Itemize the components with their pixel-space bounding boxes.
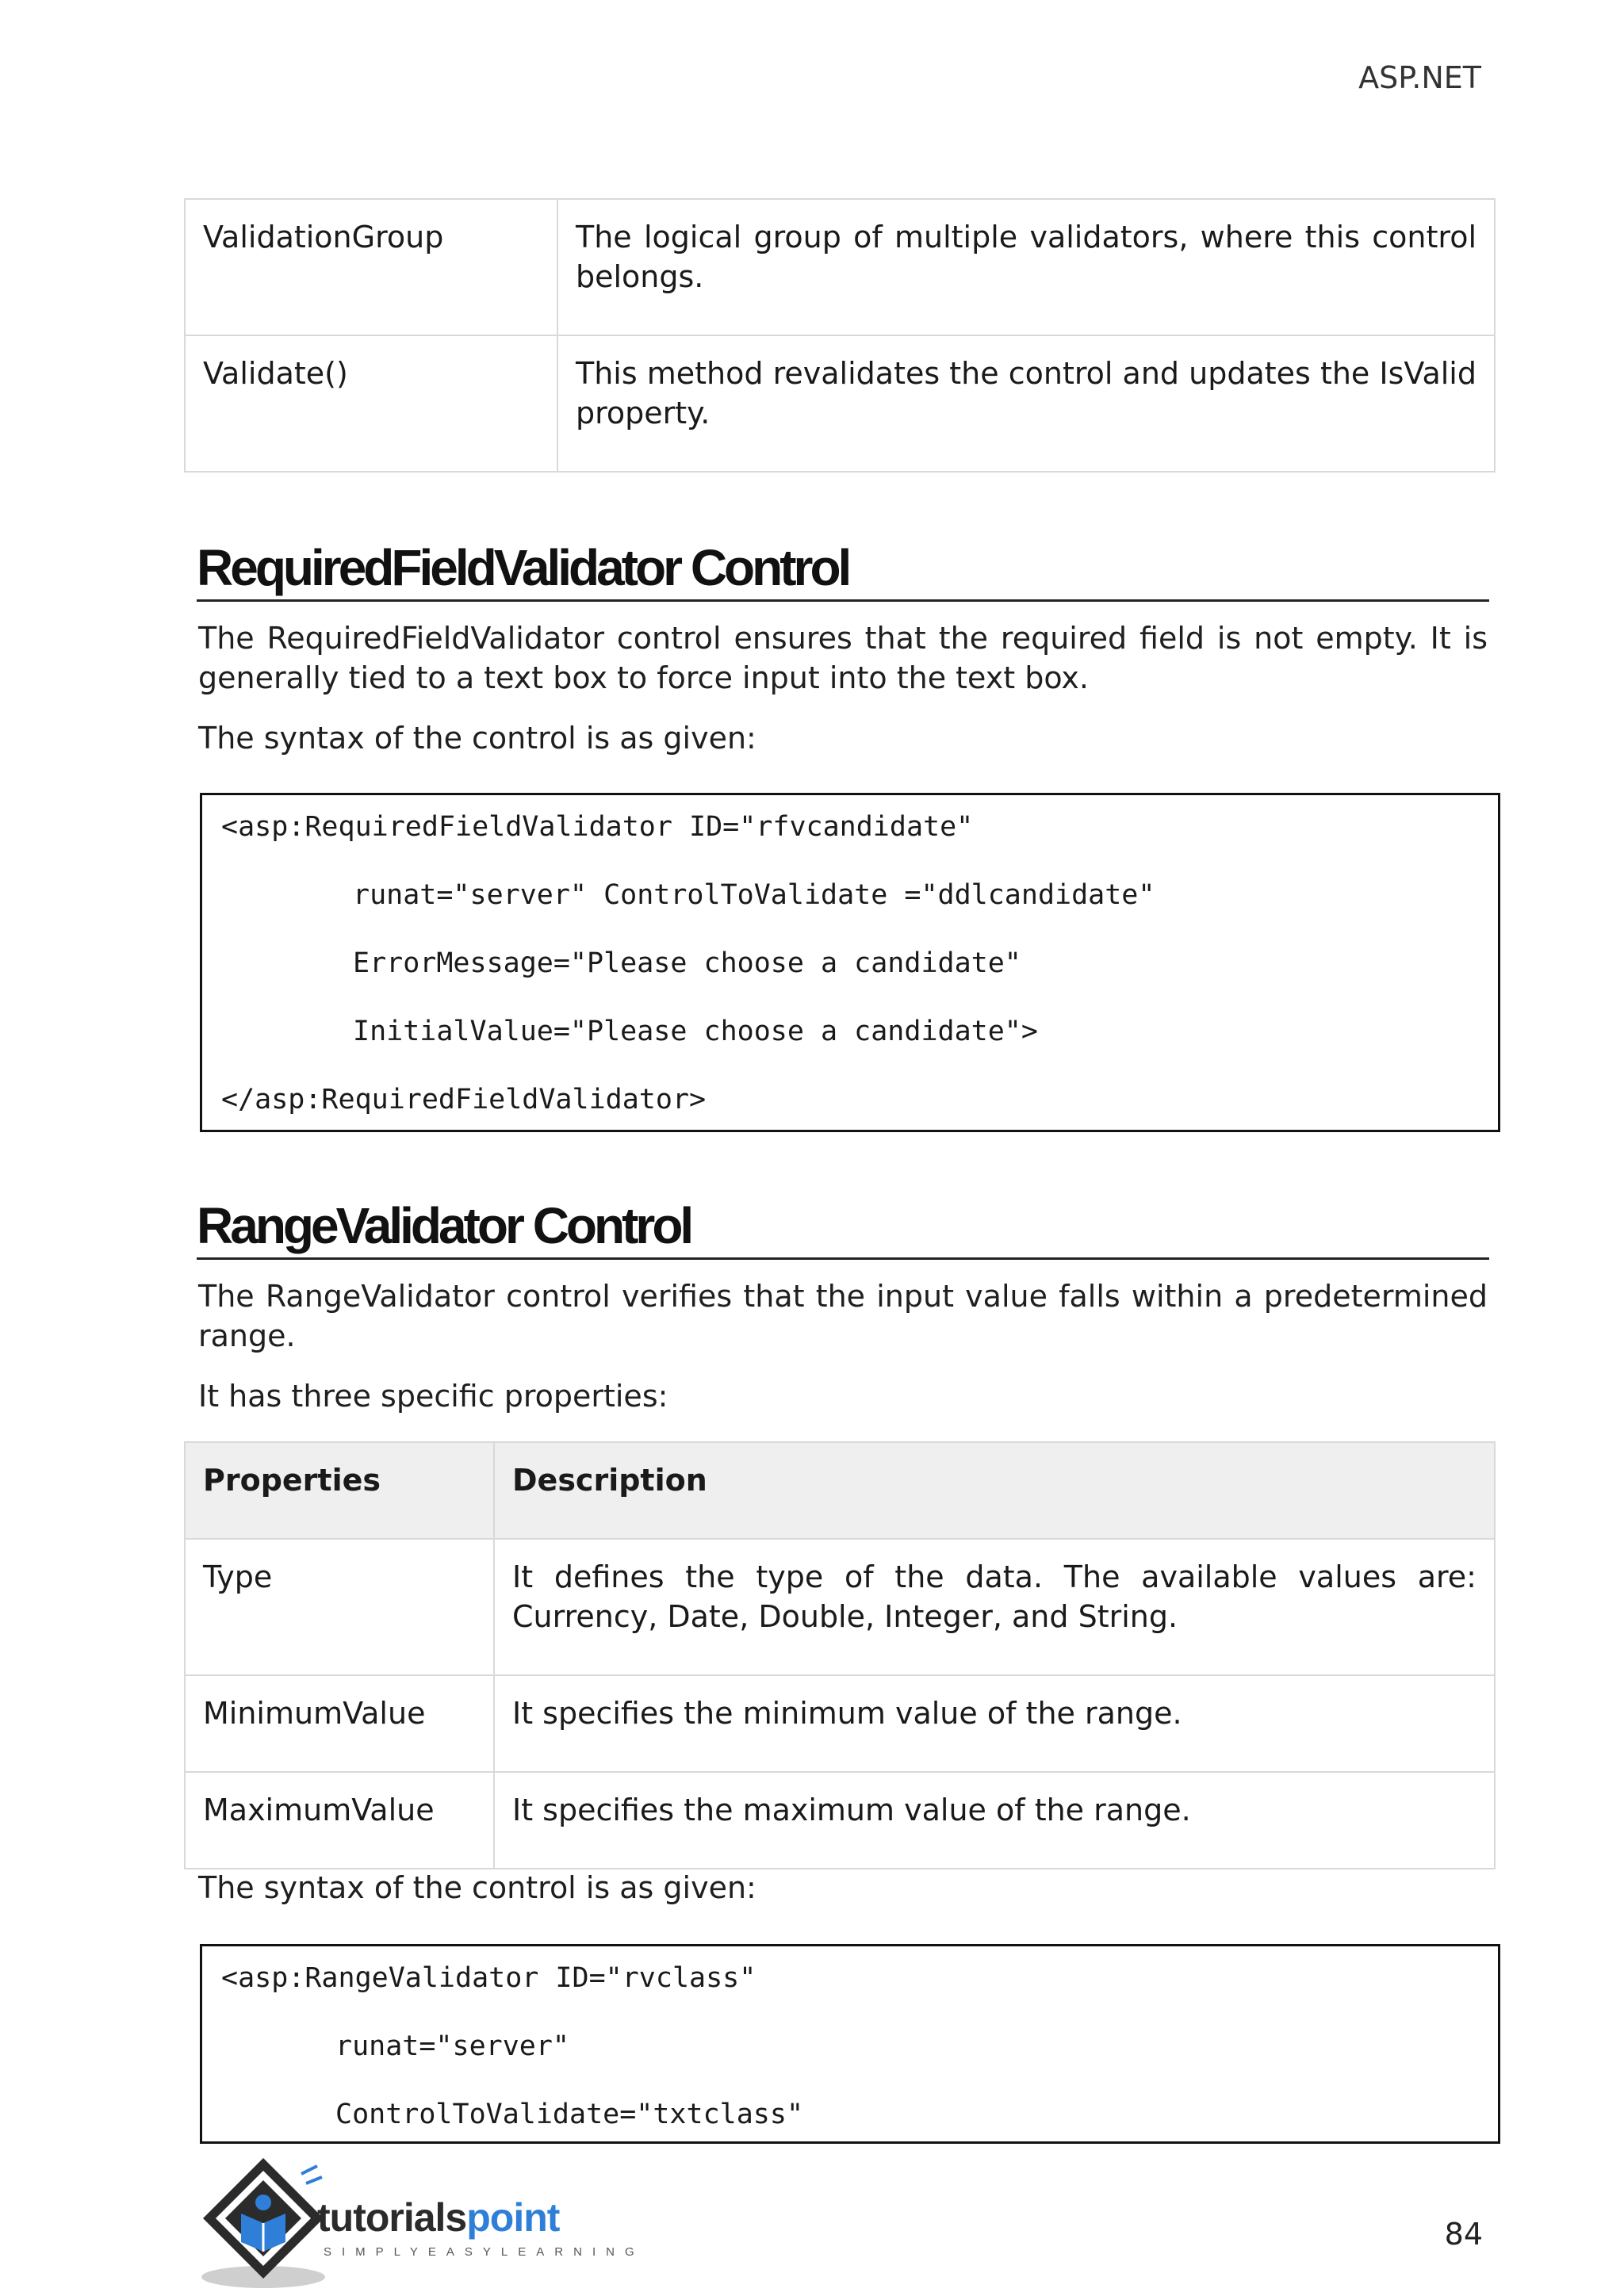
code-line: <asp:RangeValidator ID="rvclass" xyxy=(221,1962,756,1994)
code-line: <asp:RequiredFieldValidator ID="rfvcandidate" xyxy=(221,811,974,843)
section-title-range-validator: RangeValidator Control xyxy=(197,1197,1489,1260)
logo-tagline: SIMPLYEASYLEARNING xyxy=(324,2245,645,2259)
property-name: MaximumValue xyxy=(185,1772,494,1869)
column-header-description: Description xyxy=(494,1442,1495,1539)
table-row xyxy=(185,1772,1495,1869)
running-header: ASP.NET xyxy=(1358,60,1481,95)
table-header-row xyxy=(185,1442,1495,1539)
code-block-required-field-validator xyxy=(200,793,1500,1132)
code-line: InitialValue="Please choose a candidate"> xyxy=(353,1016,1038,1047)
paragraph: The syntax of the control is as given: xyxy=(198,1870,756,1905)
property-description: The logical group of multiple validators, where this control belongs. xyxy=(557,199,1495,335)
table-row xyxy=(185,199,1495,335)
table-row xyxy=(185,1539,1495,1675)
code-line: runat="server" xyxy=(335,2030,570,2062)
property-name: ValidationGroup xyxy=(185,199,557,335)
table-row xyxy=(185,335,1495,472)
column-header-properties: Properties xyxy=(185,1442,494,1539)
property-description: It specifies the minimum value of the range. xyxy=(494,1675,1495,1772)
paragraph: The syntax of the control is as given: xyxy=(198,721,756,756)
range-validator-properties-table xyxy=(184,1441,1496,1869)
table-row xyxy=(185,1675,1495,1772)
paragraph: The RangeValidator control verifies that the input value falls within a predetermined range. xyxy=(198,1279,1488,1353)
property-description: This method revalidates the control and updates the IsValid property. xyxy=(557,335,1495,472)
logo-text-accent: point xyxy=(466,2195,560,2240)
code-line: ControlToValidate="txtclass" xyxy=(335,2099,804,2130)
section-title-required-field-validator: RequiredFieldValidator Control xyxy=(197,539,1489,602)
code-line: ErrorMessage="Please choose a candidate" xyxy=(353,947,1021,979)
paragraph: The RequiredFieldValidator control ensures that the required field is not empty. It is generally tied to a text box to force input into the text box. xyxy=(198,621,1488,695)
logo-wordmark xyxy=(317,2195,559,2241)
page-number: 84 xyxy=(1444,2217,1483,2252)
property-name: Type xyxy=(185,1539,494,1675)
property-description: It specifies the maximum value of the range. xyxy=(494,1772,1495,1869)
tutorialspoint-logo xyxy=(198,2150,645,2293)
properties-table-continued xyxy=(184,198,1496,473)
paragraph: It has three specific properties: xyxy=(198,1379,668,1414)
property-name: MinimumValue xyxy=(185,1675,494,1772)
code-line: runat="server" ControlToValidate ="ddlcandidate" xyxy=(353,879,1155,911)
property-description: It defines the type of the data. The available values are: Currency, Date, Double, Integer, and String. xyxy=(494,1539,1495,1675)
code-block-range-validator xyxy=(200,1944,1500,2144)
code-line: </asp:RequiredFieldValidator> xyxy=(221,1084,707,1115)
logo-text-main: tutorials xyxy=(317,2195,467,2240)
property-name: Validate() xyxy=(185,335,557,472)
